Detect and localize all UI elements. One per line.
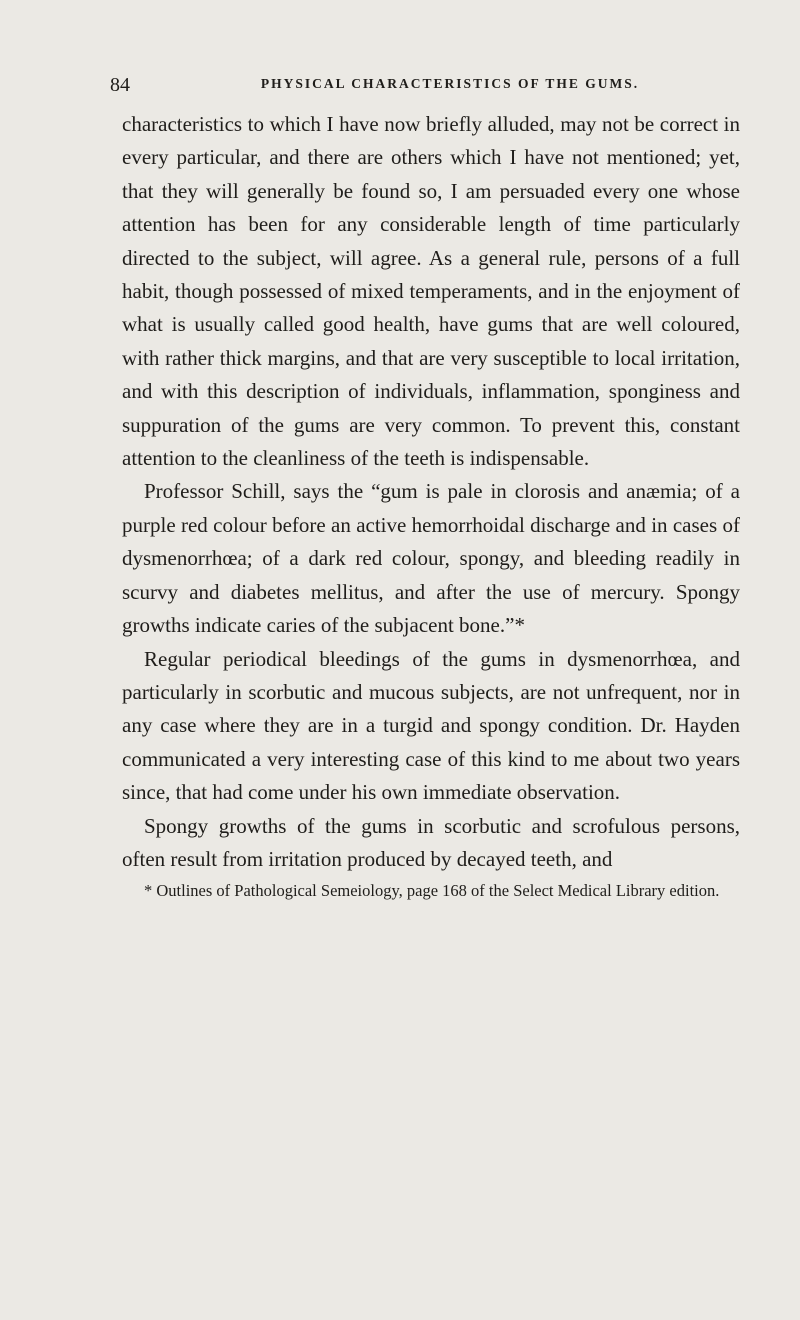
paragraph-periodical-bleedings: Regular periodical bleedings of the gums in dysmenorrhœa, and particularly in scorbutic and mucous subjects, are not unfrequent, nor in any case where they are in a turgid and spongy condition. Dr. Hayden communicated a very interesting case of this kind to me about two years since, that had come under his own immediate observation. (122, 646, 740, 805)
paragraph-schill-quote: Professor Schill, says the “gum is pale in clorosis and anæmia; of a purple red colour before an active hemorrhoidal discharge and in cases of dysmenorrhœa; of a dark red colour, spongy, and bleeding readily in scurvy and diabetes mellitus, and after the use of mercury. Spongy growths indicate caries of the subjacent bone.”* (122, 479, 740, 638)
page-header (110, 74, 740, 100)
body-text (122, 108, 740, 901)
page-number: 84 (110, 74, 130, 96)
paragraph-continuation: characteristics to which I have now briefly alluded, may not be correct in every particular, and there are others which I have not mentioned; yet, that they will generally be found so, I am persuaded every one whose attention has been for any considerable length of time particularly directed to the subject, will agree. As a general rule, persons of a full habit, though possessed of mixed temperaments, and in the enjoyment of what is usually called good health, have gums that are well coloured, with rather thick margins, and that are very susceptible to local irritation, and with this description of individuals, inflammation, sponginess and suppuration of the gums are very common. To prevent this, constant attention to the cleanliness of the teeth is indispensable. (122, 112, 740, 471)
paragraph-spongy-growths: Spongy growths of the gums in scorbutic and scrofulous persons, often result from irritation produced by decayed teeth, and (122, 813, 740, 871)
footnote: * Outlines of Pathological Semeiology, page 168 of the Select Medical Library edition. (144, 881, 720, 901)
running-head: PHYSICAL CHARACTERISTICS OF THE GUMS. (260, 76, 640, 91)
